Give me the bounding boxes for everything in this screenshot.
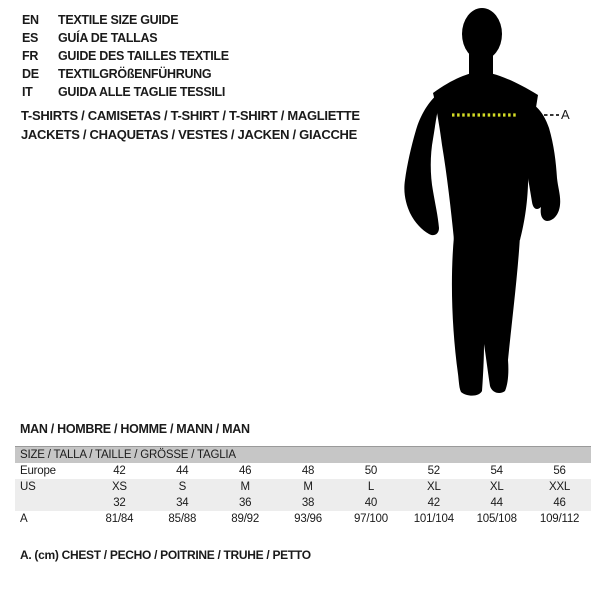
size-cell: 44 <box>490 497 503 509</box>
table-row <box>15 511 591 527</box>
size-cell: 42 <box>427 497 441 509</box>
language-code: IT <box>22 85 33 99</box>
size-table <box>15 446 591 527</box>
size-cell: 97/100 <box>353 513 388 525</box>
size-cell: M <box>303 481 313 493</box>
size-cell: 85/88 <box>168 513 197 525</box>
size-cell: 36 <box>238 497 252 509</box>
man-silhouette-shape <box>404 8 560 396</box>
size-cell: 44 <box>176 465 189 477</box>
section-title-man: MAN / HOMBRE / HOMME / MANN / MAN <box>20 422 250 436</box>
size-cell: 48 <box>301 465 315 477</box>
size-cell: L <box>367 481 375 493</box>
language-title-list <box>22 11 229 101</box>
size-cell: S <box>178 481 187 493</box>
size-cell: 40 <box>364 497 378 509</box>
man-silhouette-svg <box>395 0 600 412</box>
language-code: FR <box>22 49 39 63</box>
size-cell: 52 <box>427 465 441 477</box>
language-code: EN <box>22 13 39 27</box>
table-row <box>15 479 591 495</box>
language-title: TEXTILGRÖßENFÜHRUNG <box>58 67 212 81</box>
category-jackets: JACKETS / CHAQUETAS / VESTES / JACKEN / GIACCHE <box>21 127 357 142</box>
size-cell: 34 <box>176 497 189 509</box>
size-table-header: SIZE / TALLA / TAILLE / GRÖSSE / TAGLIA <box>15 447 591 463</box>
measurement-footnote: A. (cm) CHEST / PECHO / POITRINE / TRUHE / PETTO <box>20 548 311 562</box>
size-cell: XL <box>426 481 441 493</box>
table-row <box>15 463 591 479</box>
measurement-label-a: A <box>561 107 570 122</box>
silhouette-torso <box>433 72 538 248</box>
size-cell: 46 <box>553 497 566 509</box>
garment-categories <box>21 106 360 144</box>
size-cell: M <box>240 481 250 493</box>
size-cell: XS <box>111 481 127 493</box>
row-label: A <box>20 513 28 525</box>
size-cell: 46 <box>238 465 252 477</box>
language-title: GUIDE DES TAILLES TEXTILE <box>58 49 229 63</box>
size-cell: XL <box>489 481 504 493</box>
size-cell: 101/104 <box>413 513 454 525</box>
table-row <box>15 495 591 511</box>
row-label: Europe <box>20 465 56 477</box>
category-tshirts: T-SHIRTS / CAMISETAS / T-SHIRT / T-SHIRT / MAGLIETTE <box>21 108 360 123</box>
size-cell: XXL <box>548 481 571 493</box>
language-row <box>22 65 229 83</box>
man-silhouette-figure <box>395 0 600 412</box>
language-title: GUIDA ALLE TAGLIE TESSILI <box>58 85 226 99</box>
size-cell: 81/84 <box>105 513 134 525</box>
size-cell: 93/96 <box>294 513 322 525</box>
size-cell: 50 <box>364 465 378 477</box>
size-cell: 38 <box>301 497 315 509</box>
size-table-body <box>15 463 591 527</box>
size-cell: 54 <box>490 465 503 477</box>
language-row <box>22 83 229 101</box>
language-title: GUÍA DE TALLAS <box>58 31 158 45</box>
size-cell: 109/112 <box>539 513 580 525</box>
language-code: ES <box>22 31 39 45</box>
language-title: TEXTILE SIZE GUIDE <box>58 13 179 27</box>
silhouette-legs <box>452 236 520 396</box>
language-code: DE <box>22 67 39 81</box>
row-label <box>15 495 88 511</box>
size-cell: 56 <box>553 465 566 477</box>
language-row <box>22 29 229 47</box>
language-row <box>22 47 229 65</box>
size-cell: 42 <box>113 465 126 477</box>
row-label: US <box>20 481 36 493</box>
size-cell: 89/92 <box>231 513 260 525</box>
language-row <box>22 11 229 29</box>
silhouette-left-arm <box>404 92 443 235</box>
size-cell: 32 <box>113 497 126 509</box>
size-cell: 105/108 <box>476 513 517 525</box>
